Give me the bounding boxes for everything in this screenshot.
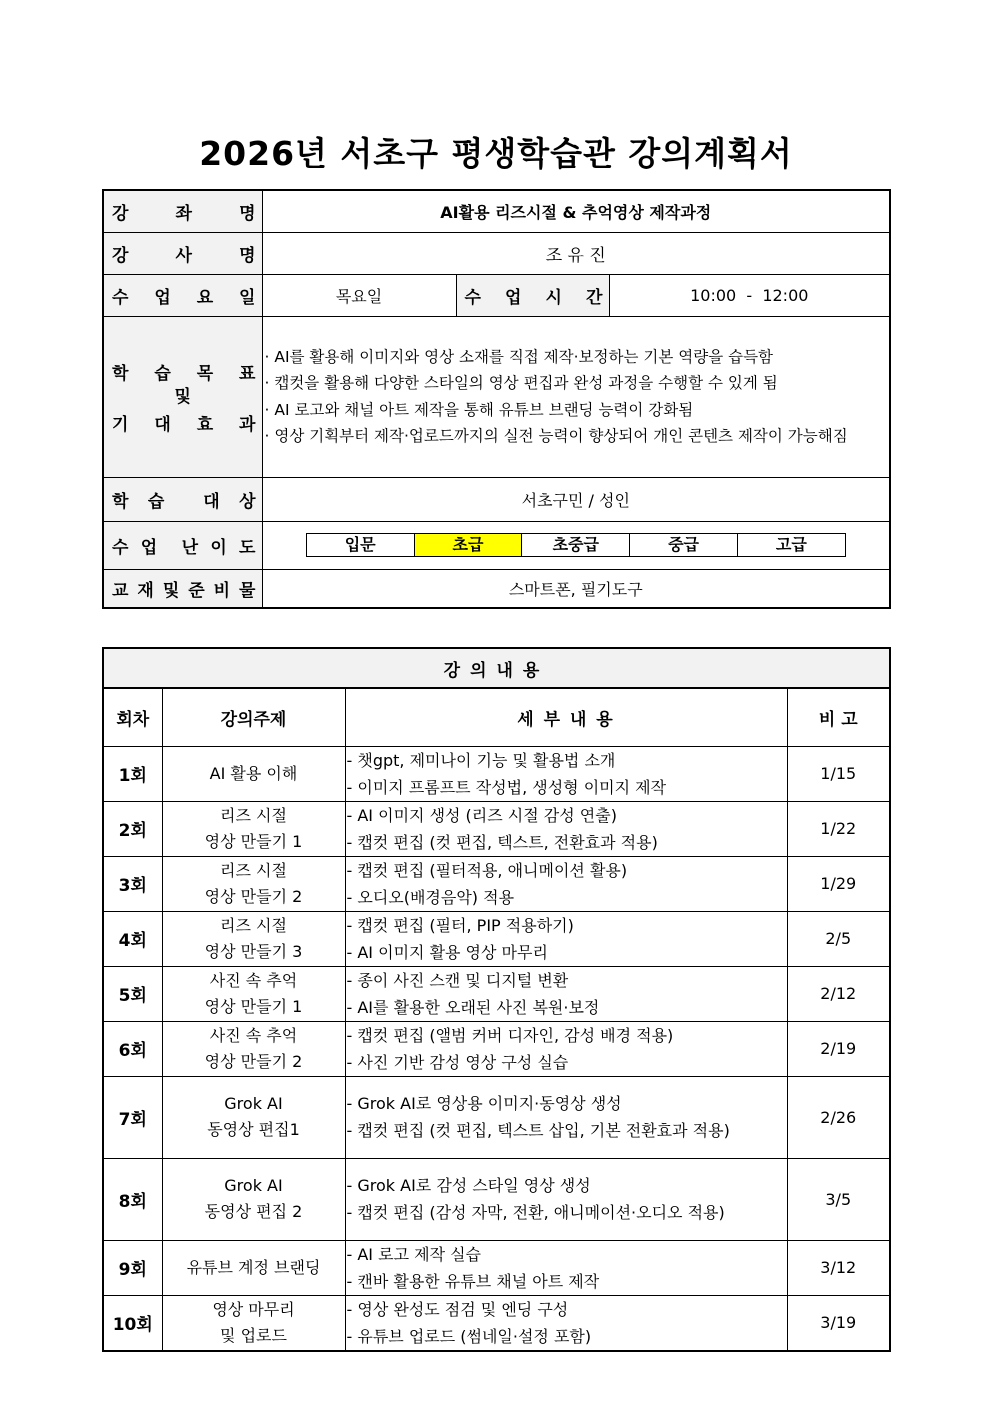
label-char: 대	[154, 414, 171, 435]
label-char: 일	[239, 287, 256, 308]
label-char: 학	[112, 491, 129, 512]
detail-line: - Grok AI로 감성 스타일 영상 생성	[346, 1176, 591, 1195]
detail-line: - 영상 완성도 점검 및 엔딩 구성	[346, 1299, 569, 1319]
lesson-topic	[162, 746, 345, 801]
topic-line: 영상 만들기 1	[204, 996, 303, 1016]
lesson-details	[345, 1021, 787, 1076]
lesson-date: 1/22	[787, 801, 890, 856]
label-char: 교	[112, 580, 129, 601]
lesson-row	[103, 1240, 890, 1295]
lesson-number: 1회	[103, 746, 162, 801]
lesson-date: 3/19	[787, 1295, 890, 1351]
goals-list	[262, 316, 890, 477]
lesson-plan-table	[102, 647, 891, 1352]
detail-line: - 캡컷 편집 (감성 자막, 전환, 애니메이션·오디오 적용)	[346, 1203, 725, 1222]
detail-line: - 유튜브 업로드 (썸네일·설정 포함)	[346, 1326, 592, 1346]
difficulty-cell	[262, 521, 890, 569]
label-char: 효	[196, 414, 214, 435]
label-chars	[104, 199, 262, 224]
topic-line: 동영상 편집1	[207, 1120, 300, 1139]
label-char: 수	[112, 537, 129, 558]
materials-value: 스마트폰, 필기도구	[262, 569, 890, 608]
detail-line: - AI 이미지 활용 영상 마무리	[346, 942, 548, 962]
goal-item: · 캡컷을 활용해 다양한 스타일의 영상 편집과 완성 과정을 수행할 수 있게 됨	[264, 374, 778, 392]
label-char: 및	[162, 580, 180, 601]
header-topic: 강의주제	[162, 688, 345, 746]
difficulty-level: 입문	[307, 534, 415, 556]
lesson-row	[103, 801, 890, 856]
lesson-row	[103, 1021, 890, 1076]
topic-line: 및 업로드	[220, 1325, 287, 1345]
lesson-number: 7회	[103, 1076, 162, 1158]
topic-line: 영상 마무리	[212, 1299, 295, 1319]
lesson-row	[103, 1158, 890, 1240]
lesson-date: 2/12	[787, 966, 890, 1021]
label-char: 대	[203, 491, 220, 512]
topic-line: 리즈 시절	[220, 805, 287, 825]
detail-line: - 캔바 활용한 유튜브 채널 아트 제작	[346, 1271, 600, 1291]
lesson-number: 5회	[103, 966, 162, 1021]
lesson-details	[345, 801, 787, 856]
label-char: 학	[112, 363, 129, 384]
lesson-topic	[162, 1240, 345, 1295]
page-title: 2026년 서초구 평생학습관 강의계획서	[199, 134, 793, 173]
lesson-topic	[162, 1076, 345, 1158]
goal-item: · AI 로고와 채널 아트 제작을 통해 유튜브 브랜딩 능력이 강화됨	[264, 400, 694, 419]
lesson-details	[345, 1158, 787, 1240]
lesson-topic	[162, 966, 345, 1021]
detail-line: - 캡컷 편집 (필터적용, 애니메이션 활용)	[346, 860, 628, 880]
lesson-number: 9회	[103, 1240, 162, 1295]
topic-line: 유튜브 계정 브랜딩	[186, 1257, 321, 1277]
lesson-row	[103, 966, 890, 1021]
goal-item: · 영상 기획부터 제작·업로드까지의 실전 능력이 향상되어 개인 콘텐츠 제작이 가능해짐	[264, 427, 848, 445]
lesson-row	[103, 856, 890, 911]
target-value: 서초구민 / 성인	[262, 477, 890, 521]
class-day-label	[103, 274, 262, 316]
lesson-topic	[162, 801, 345, 856]
difficulty-level: 중급	[630, 534, 738, 556]
difficulty-scale	[306, 533, 846, 557]
detail-line: - Grok AI로 영상용 이미지·동영상 생성	[346, 1094, 622, 1113]
label-char: 수	[112, 287, 129, 308]
topic-line: 리즈 시절	[220, 860, 287, 880]
lesson-topic	[162, 1021, 345, 1076]
label-char: 강	[112, 203, 129, 224]
topic-line: 영상 만들기 2	[204, 886, 303, 906]
difficulty-level: 고급	[775, 535, 807, 554]
detail-line: - AI 로고 제작 실습	[346, 1244, 482, 1264]
label-char: 준	[188, 580, 205, 601]
label-char: 간	[586, 287, 603, 308]
topic-line: Grok AI	[224, 1176, 283, 1195]
label-char: 좌	[175, 203, 192, 224]
lesson-date: 2/5	[787, 911, 890, 966]
topic-line: 영상 만들기 3	[204, 941, 303, 961]
label-char: 재	[137, 580, 154, 601]
label-char: 시	[545, 287, 562, 308]
label-char: 요	[196, 287, 214, 308]
label-char: 물	[239, 580, 256, 601]
topic-line: AI 활용 이해	[209, 763, 298, 783]
lesson-topic	[162, 1158, 345, 1240]
lesson-date: 1/29	[787, 856, 890, 911]
label-char: 과	[239, 414, 256, 435]
difficulty-level: 초중급	[522, 534, 630, 556]
label-char: 습	[154, 363, 171, 384]
lesson-details	[345, 856, 787, 911]
lesson-date: 3/5	[787, 1158, 890, 1240]
topic-line: 사진 속 추억	[209, 970, 298, 990]
header-note: 비 고	[787, 688, 890, 746]
label-char: 상	[239, 491, 256, 512]
goal-item: · AI를 활용해 이미지와 영상 소재를 직접 제작·보정하는 기본 역량을 습득함	[264, 347, 774, 366]
detail-line: - 오디오(배경음악) 적용	[346, 887, 515, 907]
label-char: 업	[140, 537, 158, 558]
lesson-date: 2/19	[787, 1021, 890, 1076]
topic-line: Grok AI	[224, 1094, 283, 1113]
header-no: 회차	[103, 688, 162, 746]
label-char: 명	[239, 245, 256, 266]
label-char: 업	[505, 287, 522, 308]
course-name-value: AI활용 리즈시절 & 추억영상 제작과정	[262, 190, 890, 232]
detail-line: - 캡컷 편집 (필터, PIP 적용하기)	[346, 915, 574, 935]
section-title: 강의내용	[103, 648, 890, 688]
detail-line: - 이미지 프롬프트 작성법, 생성형 이미지 제작	[346, 777, 667, 797]
class-day-value: 목요일	[262, 274, 456, 316]
label-char: 표	[239, 363, 256, 384]
lesson-topic	[162, 911, 345, 966]
lesson-date: 3/12	[787, 1240, 890, 1295]
label-char: 이	[210, 537, 227, 558]
topic-line: 동영상 편집 2	[204, 1202, 303, 1221]
lesson-details	[345, 911, 787, 966]
label-char: 사	[175, 245, 192, 266]
lesson-row	[103, 1076, 890, 1158]
detail-line: - 캡컷 편집 (컷 편집, 텍스트 삽입, 기본 전환효과 적용)	[346, 1121, 730, 1140]
materials-label	[103, 569, 262, 608]
lesson-topic	[162, 856, 345, 911]
detail-line: - AI 이미지 생성 (리즈 시절 감성 연출)	[346, 805, 617, 825]
topic-line: 영상 만들기 1	[204, 831, 303, 851]
lesson-date: 2/26	[787, 1076, 890, 1158]
lesson-details	[345, 1295, 787, 1351]
lesson-number: 6회	[103, 1021, 162, 1076]
label-char: 비	[213, 580, 231, 601]
lesson-row	[103, 911, 890, 966]
lesson-number: 3회	[103, 856, 162, 911]
lesson-details	[345, 746, 787, 801]
lesson-details	[345, 1076, 787, 1158]
lesson-number: 8회	[103, 1158, 162, 1240]
label-char: 난	[181, 537, 199, 558]
lesson-date: 1/15	[787, 746, 890, 801]
topic-line: 리즈 시절	[220, 915, 287, 935]
detail-line: - 사진 기반 감성 영상 구성 실습	[346, 1052, 569, 1072]
header-detail: 세 부 내 용	[345, 688, 787, 746]
label-char: 업	[154, 287, 171, 308]
label-char: 기	[112, 414, 129, 435]
lesson-details	[345, 1240, 787, 1295]
difficulty-level: 초급	[415, 534, 523, 556]
difficulty-label	[103, 521, 262, 569]
label-char: 습	[147, 491, 165, 512]
label-char: 명	[239, 203, 256, 224]
course-info-table	[102, 189, 891, 609]
lesson-topic	[162, 1295, 345, 1351]
detail-line: - 캡컷 편집 (컷 편집, 텍스트, 전환효과 적용)	[346, 832, 658, 852]
lesson-number: 4회	[103, 911, 162, 966]
target-label	[103, 477, 262, 521]
detail-line: - 종이 사진 스캔 및 디지털 변환	[346, 970, 569, 990]
instructor-value: 조 유 진	[262, 232, 890, 274]
topic-line: 영상 만들기 2	[204, 1051, 303, 1071]
detail-line: - AI를 활용한 오래된 사진 복원·보정	[346, 997, 600, 1017]
label-char: 도	[239, 537, 256, 558]
detail-line: - 챗gpt, 제미나이 기능 및 활용법 소개	[346, 750, 616, 770]
instructor-label	[103, 232, 262, 274]
class-time-value: 10:00 - 12:00	[609, 274, 890, 316]
lesson-number: 2회	[103, 801, 162, 856]
lesson-row	[103, 746, 890, 801]
topic-line: 사진 속 추억	[209, 1025, 298, 1045]
lesson-row	[103, 1295, 890, 1351]
lesson-details	[345, 966, 787, 1021]
lesson-number: 10회	[103, 1295, 162, 1351]
goals-label: 학 습 목 표 및 기 대 효 과	[103, 316, 262, 477]
label-char: 목	[196, 363, 214, 384]
course-name-label	[103, 190, 262, 232]
label-char: 수	[464, 287, 481, 308]
class-time-label	[456, 274, 609, 316]
detail-line: - 캡컷 편집 (앨범 커버 디자인, 감성 배경 적용)	[346, 1025, 674, 1045]
label-char: 강	[112, 245, 129, 266]
